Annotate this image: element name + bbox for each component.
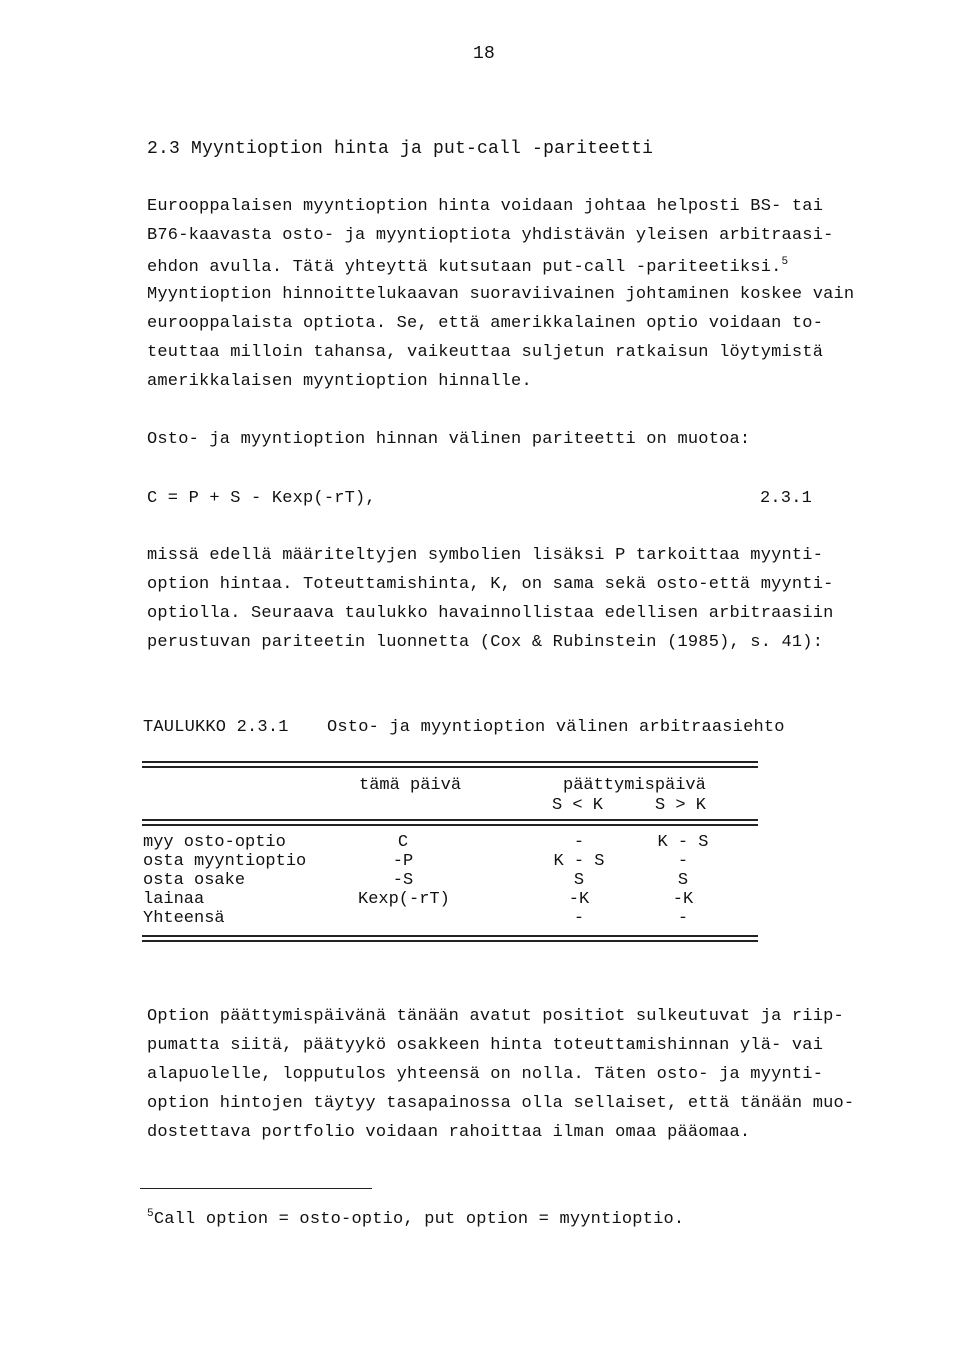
formula: C = P + S - Kexp(-rT), — [147, 489, 376, 508]
table-cell-right: - — [677, 852, 689, 871]
table-rule-bottom — [142, 935, 758, 942]
table-cell-right: K - S — [657, 833, 709, 852]
table-label: TAULUKKO 2.3.1 — [143, 718, 289, 737]
table-cell-left: -K — [568, 890, 590, 909]
table-subheader-left: S < K — [552, 796, 604, 815]
paragraph-line: perustuvan pariteetin luonnetta (Cox & Rubinstein (1985), s. 41): — [147, 633, 824, 652]
table-cell-right: -K — [672, 890, 694, 909]
table-row-label: osta osake — [143, 871, 246, 890]
footnote-text: Call option = osto-optio, put option = myyntioptio. — [153, 1210, 685, 1229]
paragraph-line: teuttaa milloin tahansa, vaikeuttaa suljetun ratkaisun löytymistä — [147, 343, 824, 362]
paragraph-line: B76-kaavasta osto- ja myyntioptiota yhdistävän yleisen arbitraasi- — [147, 226, 834, 245]
table-cell-today: -P — [392, 852, 414, 871]
page-number: 18 — [473, 44, 496, 64]
paragraph-line: optiolla. Seuraava taulukko havainnollistaa edellisen arbitraasiin — [147, 604, 834, 623]
table-cell-right: S — [677, 871, 689, 890]
paragraph-line: Option päättymispäivänä tänään avatut positiot sulkeutuvat ja riip- — [147, 1007, 844, 1026]
section-heading: 2.3 Myyntioption hinta ja put-call -pariteetti — [147, 139, 654, 159]
table-cell-left: K - S — [553, 852, 605, 871]
paragraph-line: dostettava portfolio voidaan rahoittaa ilman omaa pääomaa. — [147, 1123, 751, 1142]
table-row-label: Yhteensä — [143, 909, 225, 928]
table-subheader-right: S > K — [655, 796, 707, 815]
paragraph-line: Eurooppalaisen myyntioption hinta voidaan johtaa helposti BS- tai — [147, 197, 824, 216]
paragraph-line: alapuolelle, lopputulos yhteensä on nolla. Täten osto- ja myynti- — [147, 1065, 824, 1084]
footnote-marker: 5 — [147, 1208, 154, 1220]
paragraph-line: option hintaa. Toteuttamishinta, K, on sama sekä osto-että myynti- — [147, 575, 834, 594]
paragraph-line: option hintojen täytyy tasapainossa olla sellaiset, että tänään muo- — [147, 1094, 855, 1113]
paragraph-line: eurooppalaista optiota. Se, että amerikkalainen optio voidaan to- — [147, 314, 824, 333]
table-cell-today: Kexp(-rT) — [358, 890, 450, 909]
table-cell-today: -S — [392, 871, 414, 890]
table-caption: Osto- ja myyntioption välinen arbitraasiehto — [327, 718, 785, 737]
formula-number: 2.3.1 — [760, 489, 813, 508]
footnote-marker: 5 — [781, 256, 789, 268]
table-cell-right: - — [677, 909, 689, 928]
table-rule-middle — [142, 819, 758, 826]
table-row-label: osta myyntioptio — [143, 852, 307, 871]
table-row-label: myy osto-optio — [143, 833, 286, 852]
paragraph-line: amerikkalaisen myyntioption hinnalle. — [147, 372, 532, 391]
paragraph-line: missä edellä määriteltyjen symbolien lisäksi P tarkoittaa myynti- — [147, 546, 824, 565]
table-row-label: lainaa — [143, 890, 205, 909]
table-cell-today: C — [397, 833, 409, 852]
table-header-today: tämä päivä — [359, 776, 462, 795]
footnote-rule — [140, 1188, 372, 1189]
formula-intro: Osto- ja myyntioption hinnan välinen pariteetti on muotoa: — [147, 430, 751, 449]
footnote — [147, 1208, 684, 1229]
paragraph-line: Myyntioption hinnoittelukaavan suoraviivainen johtaminen koskee vain — [147, 285, 855, 304]
paragraph-line: pumatta siitä, päätyykö osakkeen hinta toteuttamishinnan ylä- vai — [147, 1036, 824, 1055]
table-rule-top — [142, 761, 758, 768]
paragraph-line — [147, 256, 788, 277]
table-header-expiry: päättymispäivä — [563, 776, 706, 795]
paragraph-line-text: ehdon avulla. Tätä yhteyttä kutsutaan put-call -pariteetiksi. — [147, 258, 782, 277]
table-cell-left: - — [573, 833, 585, 852]
table-cell-left: - — [573, 909, 585, 928]
table-cell-left: S — [573, 871, 585, 890]
